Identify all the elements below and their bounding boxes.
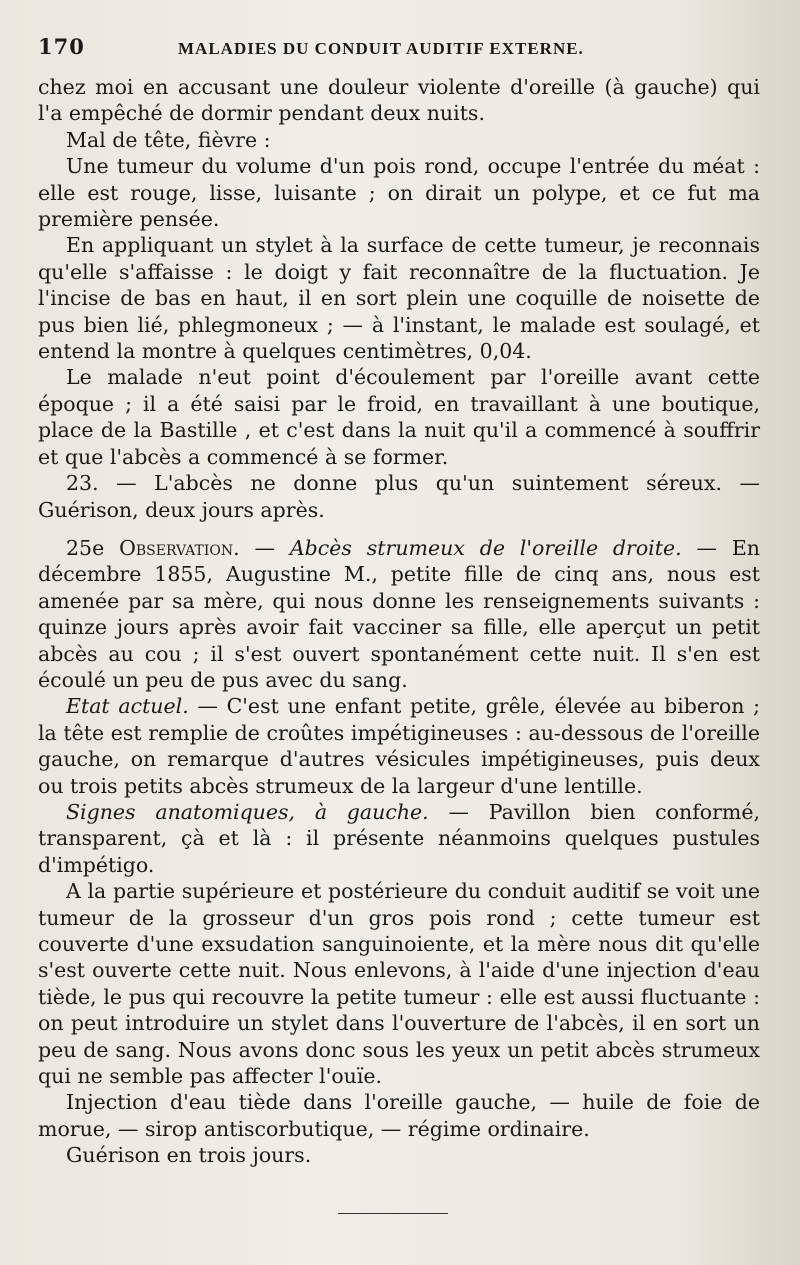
running-head: MALADIES DU CONDUIT AUDITIF EXTERNE. <box>178 39 584 58</box>
paragraph: Le malade n'eut point d'écoulement par l'oreille avant cette époque ; il a été saisi par le froid, en travaillant à une boutique, place de la Bastille , et c'est dans la nuit qu'il a commencé à souffrir et que l'abcès a commencé à se former. <box>38 365 760 469</box>
page-number: 170 <box>38 34 85 59</box>
paragraph: Injection d'eau tiède dans l'oreille gauche, — huile de foie de morue, — sirop antiscorbutique, — régime ordinaire. <box>38 1090 760 1141</box>
paragraph: chez moi en accusant une douleur violente d'oreille (à gauche) qui l'a empêché de dormir pendant deux nuits. <box>38 75 760 126</box>
paragraph: En appliquant un stylet à la surface de cette tumeur, je reconnais qu'elle s'affaisse : le doigt y fait reconnaître de la fluctuation. Je l'incise de bas en haut, il en sort plein une coquille de noisette de pus bien lié, phlegmoneux ; — à l'instant, le malade est soulagé, et entend la montre à quelques centimètres, 0,04. <box>38 233 760 364</box>
paragraph: Une tumeur du volume d'un pois rond, occupe l'entrée du méat : elle est rouge, lisse, luisante ; on dirait un polype, et ce fut ma première pensée. <box>38 154 760 232</box>
etat-label: Etat actuel. <box>66 694 189 719</box>
observation-number: 25e <box>66 535 105 560</box>
observation-title: Abcès strumeux de l'oreille droite. <box>289 535 682 560</box>
paragraph: Guérison en trois jours. <box>66 1143 312 1168</box>
signes-text: — Pavillon bien conformé, transparent, çà et là : il présente néanmoins quelques pustules d'impétigo. <box>38 799 761 877</box>
observation-dash: — <box>239 535 290 560</box>
paragraph: Mal de tête, fièvre : <box>66 127 271 152</box>
end-rule <box>338 1213 448 1214</box>
page-header <box>38 34 760 74</box>
etat-text: — C'est une enfant petite, grêle, élevée au biberon ; la tête est remplie de croûtes impétigineuses : au-dessous de l'oreille gauche, on remarque d'autres vésicules impétigineuses, puis deux ou trois petits abcès strumeux de la largeur d'une lentille. <box>38 694 761 798</box>
page-body <box>38 74 760 1169</box>
observation-label: Observation. <box>119 535 240 560</box>
signes-label: Signes anatomiques, à gauche. <box>66 799 429 824</box>
signes-paragraph <box>38 799 760 878</box>
etat-paragraph <box>38 693 760 799</box>
observation-paragraph <box>38 535 760 693</box>
observation-text: — En décembre 1855, Augustine M., petite fille de cinq ans, nous est amenée par sa mère, qui nous donne les renseignements suivants : quinze jours après avoir fait vacciner sa fille, elle aperçut un petit abcès au cou ; il s'est ouvert spontanément cette nuit. Il s'en est écoulé un peu de pus avec du sang. <box>38 535 761 692</box>
paragraph: A la partie supérieure et postérieure du conduit auditif se voit une tumeur de la grosseur d'un gros pois rond ; cette tumeur est couverte d'une exsudation sanguinoiente, et la mère nous dit qu'elle s'est ouverte cette nuit. Nous enlevons, à l'aide d'une injection d'eau tiède, le pus qui recouvre la petite tumeur : elle est aussi fluctuante : on peut introduire un stylet dans l'ouverture de l'abcès, il en sort un peu de sang. Nous avons donc sous les yeux un petit abcès strumeux qui ne semble pas affecter l'ouïe. <box>38 879 760 1089</box>
paragraph: 23. — L'abcès ne donne plus qu'un suintement séreux. — Guérison, deux jours après. <box>38 471 760 522</box>
section-gap <box>38 523 760 535</box>
